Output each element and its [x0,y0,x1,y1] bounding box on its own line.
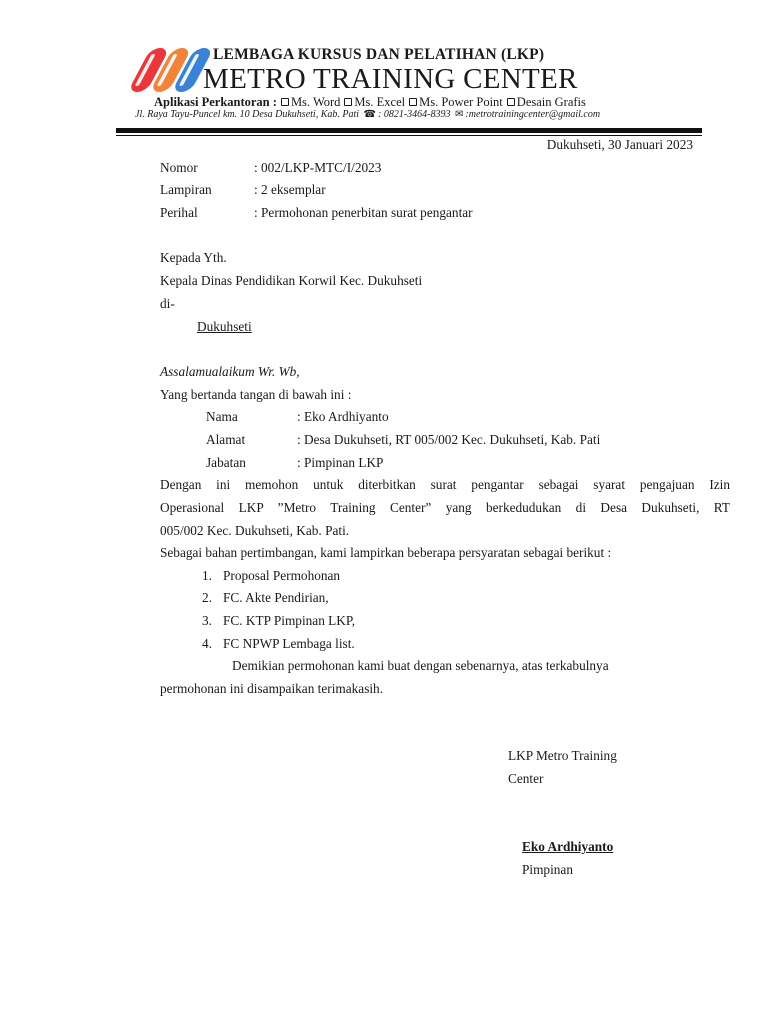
app-item: Ms. Excel [354,95,406,109]
letter-date: Dukuhseti, 30 Januari 2023 [546,137,693,152]
app-item: Desain Grafis [516,95,586,109]
address-text: Jl. Raya Tayu-Puncel km. 10 Desa Dukuhseti, Kab. Pati [135,109,360,120]
closing-line: permohonan ini disampaikan terimakasih. [160,681,384,696]
meta-label-perihal: Perihal [160,205,198,220]
list-number: 4. [202,636,212,651]
closing-line: Demikian permohonan kami buat dengan sebenarnya, atas terkabulnya [232,658,609,673]
list-item: FC. KTP Pimpinan LKP, [223,613,356,628]
sign-title: Pimpinan [522,862,573,877]
field-value: : Eko Ardhiyanto [297,409,389,424]
recipient-line: di- [160,296,175,311]
body-line: 005/002 Kec. Dukuhseti, Kab. Pati. [160,523,350,538]
field-label: Alamat [206,432,246,447]
meta-label-nomor: Nomor [160,160,198,175]
sign-org: LKP Metro Training [508,748,617,763]
field-label: Jabatan [206,455,246,470]
app-item: Ms. Power Point [419,95,503,109]
checkbox-icon [281,98,289,106]
letterhead-rule-thin [116,135,702,136]
checkbox-icon [344,98,352,106]
checkbox-icon [507,98,515,106]
sign-name: Eko Ardhiyanto [522,839,614,854]
letterhead-name: METRO TRAINING CENTER [203,63,578,95]
list-item: FC NPWP Lembaga list. [223,636,355,651]
meta-label-lampiran: Lampiran [160,182,212,197]
meta-value-lampiran: : 2 eksemplar [254,182,326,197]
app-item: Ms. Word [290,95,341,109]
intro-text: Yang bertanda tangan di bawah ini : [160,387,352,402]
meta-value-nomor: : 002/LKP-MTC/I/2023 [254,160,382,175]
list-number: 1. [202,568,212,583]
phone-text: : 0821-3464-8393 [378,109,451,120]
field-value: : Desa Dukuhseti, RT 005/002 Kec. Dukuhseti, Kab. Pati [297,432,601,447]
field-label: Nama [206,409,238,424]
letterhead-apps [154,95,586,110]
apps-label: Aplikasi Perkantoran : [154,95,277,109]
list-number: 3. [202,613,212,628]
meta-value-perihal: : Permohonan penerbitan surat pengantar [254,205,473,220]
recipient-place: Dukuhseti [197,319,252,334]
phone-icon: ☎ [363,109,377,120]
recipient-line: Kepala Dinas Pendidikan Korwil Kec. Dukuhseti [160,273,423,288]
greeting: Assalamualaikum Wr. Wb, [160,364,300,379]
body-line: Operasional LKP ”Metro Training Center” yang berkedudukan di Desa Dukuhseti, RT [160,500,730,515]
field-value: : Pimpinan LKP [297,455,384,470]
letterhead-rule [116,128,702,133]
email-text: :metrotrainingcenter@gmail.com [465,109,601,120]
envelope-icon: ✉ [455,109,464,120]
recipient-line: Kepada Yth. [160,250,227,265]
checkbox-icon [409,98,417,106]
attach-intro: Sebagai bahan pertimbangan, kami lampirkan beberapa persyaratan sebagai berikut : [160,545,612,560]
letterhead-org: LEMBAGA KURSUS DAN PELATIHAN (LKP) [213,46,545,63]
sign-org: Center [508,771,544,786]
body-line: Dengan ini memohon untuk diterbitkan surat pengantar sebagai syarat pengajuan Izin [160,477,730,492]
list-item: FC. Akte Pendirian, [223,590,329,605]
logo-icon [115,44,210,96]
list-item: Proposal Permohonan [223,568,341,583]
list-number: 2. [202,590,212,605]
letterhead-address [135,109,600,120]
